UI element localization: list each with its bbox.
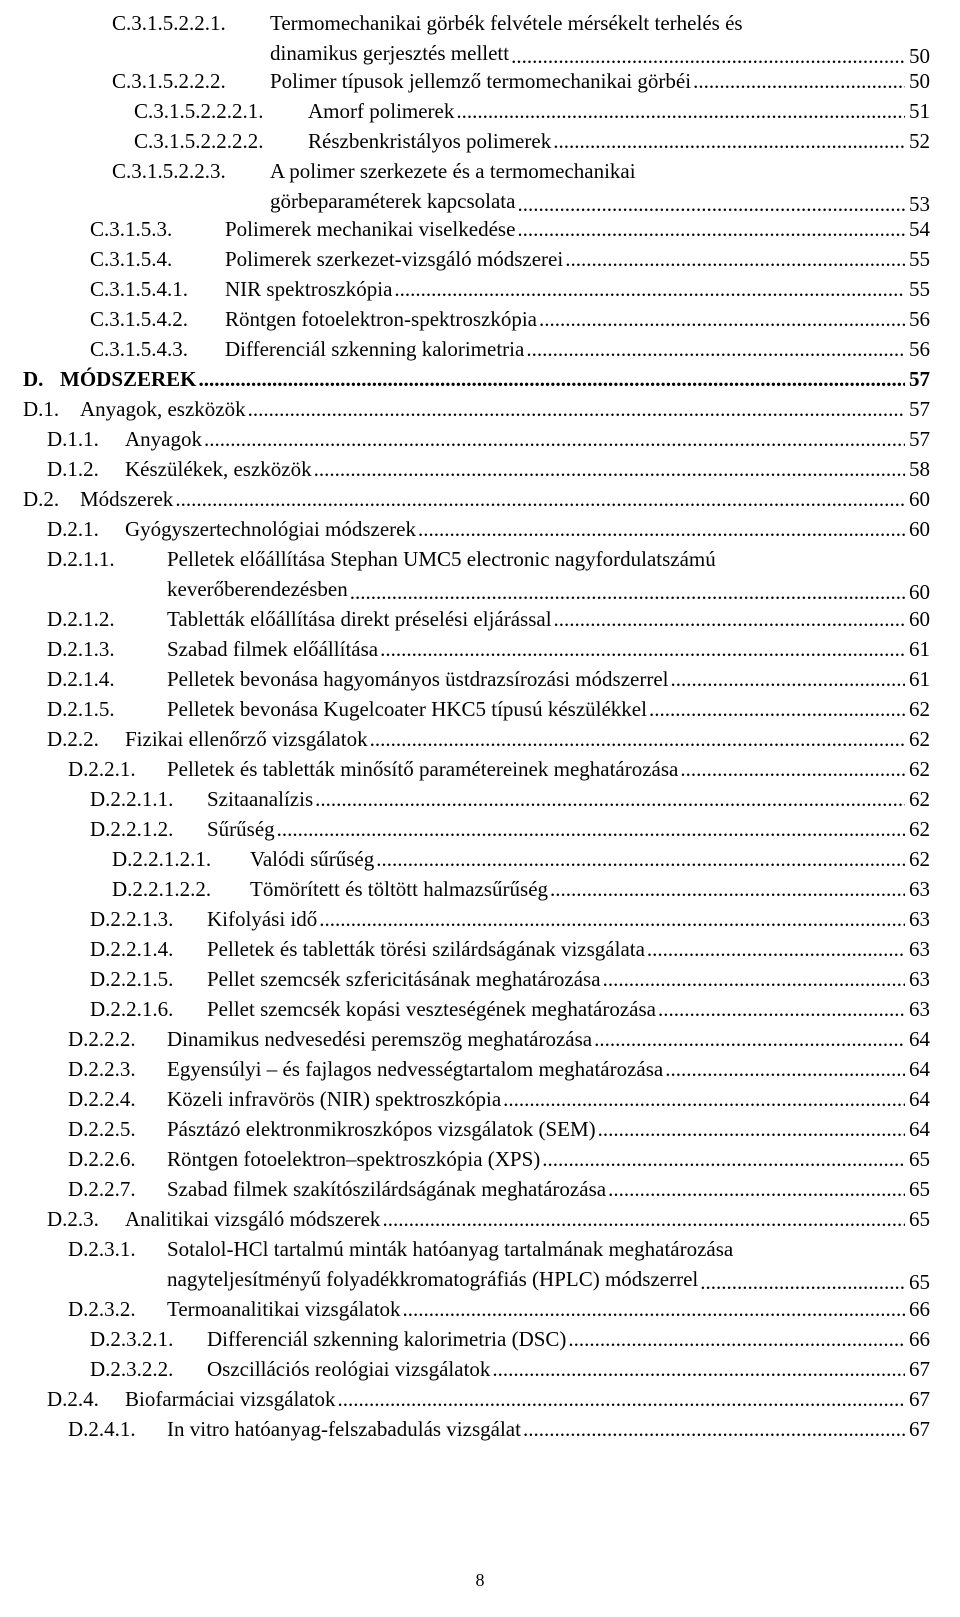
toc-entry-page: 66 [909, 1297, 930, 1321]
dot-leader [394, 274, 905, 304]
toc-entry[interactable] [0, 1354, 930, 1384]
dot-leader [370, 724, 905, 754]
toc-entry-title: Készülékek, eszközök [125, 457, 312, 481]
toc-entry-page: 62 [909, 787, 930, 811]
toc-entry-title: Biofarmáciai vizsgálatok [125, 1387, 336, 1411]
dot-leader [319, 904, 905, 934]
toc-entry-title: Pelletek és tabletták törési szilárdságának vizsgálata [207, 937, 645, 961]
toc-entry-number: D.2.4.1. [68, 1417, 136, 1441]
toc-entry[interactable] [0, 454, 930, 484]
toc-entry-title: Analitikai vizsgáló módszerek [125, 1207, 381, 1231]
toc-entry-number: D.2.2.1.2. [90, 817, 174, 841]
dot-leader [665, 1054, 905, 1084]
dot-leader [403, 1294, 905, 1324]
toc-entry[interactable] [0, 604, 930, 634]
toc-entry-title: Pelletek előállítása Stephan UMC5 electronic nagyfordulatszámú keverőberendezésben [167, 547, 716, 601]
dot-leader [647, 934, 905, 964]
toc-entry-title: Fizikai ellenőrző vizsgálatok [125, 727, 368, 751]
toc-entry-number: D.2.2.1.6. [90, 997, 174, 1021]
toc-entry[interactable] [0, 274, 930, 304]
toc-entry[interactable] [0, 514, 930, 544]
toc-entry-number: D.2.3.2.1. [90, 1327, 174, 1351]
toc-entry[interactable] [0, 724, 930, 754]
toc-entry-page: 65 [909, 1270, 930, 1294]
toc-entry[interactable] [0, 364, 930, 394]
toc-entry-page: 56 [909, 337, 930, 361]
toc-entry[interactable] [0, 394, 930, 424]
dot-leader [204, 424, 905, 454]
toc-entry[interactable] [0, 544, 930, 604]
toc-entry-title: Részbenkristályos polimerek [308, 129, 552, 153]
toc-entry-page: 62 [909, 757, 930, 781]
toc-entry-title: Termoanalitikai vizsgálatok [167, 1297, 401, 1321]
toc-entry[interactable] [0, 1024, 930, 1054]
toc-entry-page: 62 [909, 697, 930, 721]
toc-entry[interactable] [0, 904, 930, 934]
toc-entry-page: 65 [909, 1147, 930, 1171]
dot-leader [539, 304, 905, 334]
toc-entry-page: 53 [909, 192, 930, 216]
toc-entry-title: Tabletták előállítása direkt préselési eljárással [167, 607, 552, 631]
toc-entry-title: Polimerek szerkezet-vizsgáló módszerei [225, 247, 564, 271]
toc-entry-page: 61 [909, 637, 930, 661]
dot-leader [517, 214, 905, 244]
toc-entry-number: D.2.2.5. [68, 1117, 136, 1141]
toc-entry-number: C.3.1.5.2.2.3. [112, 159, 226, 183]
dot-leader [693, 66, 905, 96]
toc-entry[interactable] [0, 1084, 930, 1114]
toc-entry-page: 67 [909, 1357, 930, 1381]
dot-leader [338, 1384, 905, 1414]
toc-entry-page: 57 [909, 397, 930, 421]
toc-entry-title: A polimer szerkezete és a termomechanikai görbeparaméterek kapcsolata [270, 159, 636, 213]
toc-entry-number: D.2.3.2. [68, 1297, 136, 1321]
toc-entry-number: D.2.1. [47, 517, 99, 541]
toc-entry[interactable] [0, 814, 930, 844]
dot-leader [380, 634, 905, 664]
dot-leader [314, 454, 905, 484]
dot-leader [376, 844, 905, 874]
dot-leader [671, 664, 905, 694]
toc-entry-page: 54 [909, 217, 930, 241]
toc-entry[interactable] [0, 844, 930, 874]
toc-entry-number: D.2.2.7. [68, 1177, 136, 1201]
toc-entry-title: Differenciál szkenning kalorimetria [225, 337, 525, 361]
toc-entry-number: D.2.1.2. [47, 607, 115, 631]
toc-entry-page: 63 [909, 967, 930, 991]
dot-leader [199, 364, 905, 394]
toc-entry-title: Szabad filmek szakítószilárdságának meghatározása [167, 1177, 607, 1201]
toc-entry-title: MÓDSZEREK [60, 367, 197, 391]
dot-leader [594, 1024, 905, 1054]
dot-leader [680, 754, 905, 784]
toc-entry[interactable] [0, 1204, 930, 1234]
toc-entry[interactable] [0, 484, 930, 514]
toc-entry-title: Anyagok, eszközök [80, 397, 246, 421]
toc-entry-title: Pelletek és tabletták minősítő paramétereinek meghatározása [167, 757, 679, 781]
dot-leader [350, 577, 905, 607]
toc-entry-page: 50 [909, 44, 930, 68]
toc-entry-page: 62 [909, 847, 930, 871]
toc-entry-page: 61 [909, 667, 930, 691]
toc-entry-number: D.2.2.1. [68, 757, 136, 781]
dot-leader [418, 514, 905, 544]
toc-entry-title: Gyógyszertechnológiai módszerek [125, 517, 416, 541]
toc-entry[interactable] [0, 424, 930, 454]
toc-entry-number: D.2.3. [47, 1207, 99, 1231]
toc-entry-number: D.2.2.6. [68, 1147, 136, 1171]
toc-entry-page: 60 [909, 487, 930, 511]
toc-entry-title: Amorf polimerek [308, 99, 455, 123]
toc-entry-page: 55 [909, 277, 930, 301]
toc-entry-number: D.1.1. [47, 427, 99, 451]
toc-entry-page: 65 [909, 1207, 930, 1231]
toc-entry-title: Oszcillációs reológiai vizsgálatok [207, 1357, 491, 1381]
toc-entry-number: D.2.2.3. [68, 1057, 136, 1081]
toc-entry-page: 52 [909, 129, 930, 153]
toc-entry[interactable] [0, 1114, 930, 1144]
dot-leader [603, 964, 905, 994]
toc-entry-number: C.3.1.5.2.2.2. [112, 69, 226, 93]
toc-entry-number: D.2.4. [47, 1387, 99, 1411]
toc-entry[interactable] [0, 874, 930, 904]
dot-leader [492, 1354, 905, 1384]
toc-entry-title: Egyensúlyi – és fajlagos nedvességtartalom meghatározása [167, 1057, 664, 1081]
toc-entry-page: 64 [909, 1117, 930, 1141]
toc-entry-number: D.2.2.1.3. [90, 907, 174, 931]
toc-entry-title: Sotalol-HCl tartalmú minták hatóanyag tartalmának meghatározása nagyteljesítményű folyadékkromatográfiás (HPLC) módszerrel [167, 1237, 734, 1291]
toc-entry-number: D.2.2.1.1. [90, 787, 174, 811]
toc-entry-number: D.1.2. [47, 457, 99, 481]
toc-entry-title: NIR spektroszkópia [225, 277, 393, 301]
toc-entry[interactable] [0, 304, 930, 334]
toc-entry-title: Szabad filmek előállítása [167, 637, 379, 661]
toc-entry-number: D.1. [23, 397, 60, 421]
toc-entry-page: 66 [909, 1327, 930, 1351]
toc-entry-page: 56 [909, 307, 930, 331]
toc-entry-number: C.3.1.5.4.1. [90, 277, 189, 301]
toc-entry[interactable] [0, 784, 930, 814]
toc-entry-title: Tömörített és töltött halmazsűrűség [250, 877, 549, 901]
dot-leader [523, 1414, 905, 1444]
toc-entry-number: D.2.3.2.2. [90, 1357, 174, 1381]
dot-leader [658, 994, 905, 1024]
toc-entry[interactable] [0, 994, 930, 1024]
dot-leader [598, 1114, 905, 1144]
toc-entry[interactable] [0, 8, 930, 68]
toc-entry-title: Röntgen fotoelektron–spektroszkópia (XPS) [167, 1147, 541, 1171]
toc-entry-number: D.2.2.1.4. [90, 937, 174, 961]
toc-entry-number: D.2.1.4. [47, 667, 115, 691]
toc-entry-title: Pellet szemcsék szfericitásának meghatározása [207, 967, 601, 991]
toc-entry[interactable] [0, 1234, 930, 1294]
toc-entry-number: D.2.3.1. [68, 1237, 136, 1261]
toc-entry-page: 60 [909, 580, 930, 604]
toc-entry-number: D.2.2.2. [68, 1027, 136, 1051]
dot-leader [550, 874, 905, 904]
toc-entry[interactable] [0, 934, 930, 964]
toc-entry[interactable] [0, 1054, 930, 1084]
toc-entry-page: 50 [909, 69, 930, 93]
toc-entry-number: C.3.1.5.2.2.2.2. [134, 129, 264, 153]
toc-entry[interactable] [0, 96, 930, 126]
toc-entry-title: Anyagok [125, 427, 202, 451]
toc-entry[interactable] [0, 1414, 930, 1444]
toc-entry-title: Differenciál szkenning kalorimetria (DSC) [207, 1327, 567, 1351]
toc-entry-page: 63 [909, 937, 930, 961]
toc-entry-number: D.2.1.1. [47, 547, 115, 571]
toc-entry-number: D.2.1.3. [47, 637, 115, 661]
toc-entry[interactable] [0, 156, 930, 216]
dot-leader [568, 1324, 905, 1354]
dot-leader [175, 484, 905, 514]
toc-entry-title: Szitaanalízis [207, 787, 314, 811]
toc-entry-page: 57 [909, 427, 930, 451]
toc-entry-number: C.3.1.5.3. [90, 217, 173, 241]
dot-leader [700, 1267, 905, 1297]
toc-entry-page: 58 [909, 457, 930, 481]
toc-entry[interactable] [0, 694, 930, 724]
dot-leader [456, 96, 905, 126]
toc-entry-page: 62 [909, 727, 930, 751]
dot-leader [382, 1204, 905, 1234]
toc-entry-number: D.2.2.1.2.1. [112, 847, 212, 871]
dot-leader [315, 784, 905, 814]
toc-entry-title: Pellet szemcsék kopási veszteségének meghatározása [207, 997, 656, 1021]
toc-entry-page: 67 [909, 1417, 930, 1441]
toc-entry-title: Polimerek mechanikai viselkedése [225, 217, 516, 241]
toc-entry-title: Polimer típusok jellemző termomechanikai görbéi [270, 69, 692, 93]
dot-leader [553, 126, 905, 156]
toc-entry-title: Pásztázó elektronmikroszkópos vizsgálatok (SEM) [167, 1117, 596, 1141]
toc-entry-title: Módszerek [80, 487, 174, 511]
dot-leader [649, 694, 905, 724]
toc-entry[interactable] [0, 964, 930, 994]
toc-entry-number: D.2.2. [47, 727, 99, 751]
toc-entry[interactable] [0, 334, 930, 364]
toc-entry-title: Közeli infravörös (NIR) spektroszkópia [167, 1087, 502, 1111]
toc-entry-page: 57 [909, 367, 930, 391]
toc-entry-number: D. [23, 367, 44, 391]
toc-entry[interactable] [0, 1174, 930, 1204]
toc-entry-title: Kifolyási idő [207, 907, 318, 931]
toc-entry-page: 55 [909, 247, 930, 271]
toc-entry-number: C.3.1.5.2.2.1. [112, 11, 226, 35]
toc-entry[interactable] [0, 634, 930, 664]
toc-entry-page: 63 [909, 907, 930, 931]
toc-entry-number: C.3.1.5.2.2.2.1. [134, 99, 264, 123]
toc-entry-title: Pelletek bevonása Kugelcoater HKC5 típusú készülékkel [167, 697, 647, 721]
toc-entry-page: 64 [909, 1087, 930, 1111]
dot-leader [248, 394, 905, 424]
dot-leader [608, 1174, 905, 1204]
toc-entry[interactable] [0, 1294, 930, 1324]
toc-entry-page: 60 [909, 607, 930, 631]
toc-entry-title: Pelletek bevonása hagyományos üstdrazsírozási módszerrel [167, 667, 669, 691]
toc-entry-title: In vitro hatóanyag-felszabadulás vizsgálat [167, 1417, 521, 1441]
toc-entry[interactable] [0, 1144, 930, 1174]
toc-entry-page: 51 [909, 99, 930, 123]
toc-entry-number: D.2.2.4. [68, 1087, 136, 1111]
dot-leader [503, 1084, 905, 1114]
toc-entry-number: C.3.1.5.4. [90, 247, 173, 271]
dot-leader [554, 604, 905, 634]
toc-entry-title: Sűrűség [207, 817, 275, 841]
page-number: 8 [475, 1570, 485, 1590]
toc-entry-number: D.2.2.1.2.2. [112, 877, 212, 901]
toc-entry[interactable] [0, 126, 930, 156]
toc-entry-number: D.2.1.5. [47, 697, 115, 721]
dot-leader [526, 334, 905, 364]
toc-entry-page: 65 [909, 1177, 930, 1201]
toc-entry-number: C.3.1.5.4.2. [90, 307, 189, 331]
dot-leader [277, 814, 905, 844]
toc-entry[interactable] [0, 244, 930, 274]
toc-entry-page: 63 [909, 877, 930, 901]
toc-entry-title: Dinamikus nedvesedési peremszög meghatározása [167, 1027, 593, 1051]
toc-entry[interactable] [0, 1384, 930, 1414]
toc-entry[interactable] [0, 214, 930, 244]
toc-entry-number: C.3.1.5.4.3. [90, 337, 189, 361]
toc-entry-title: Röntgen fotoelektron-spektroszkópia [225, 307, 538, 331]
toc-entry-title: Termomechanikai görbék felvétele mérsékelt terhelés és dinamikus gerjesztés mellett [270, 11, 743, 65]
dot-leader [565, 244, 905, 274]
toc-entry[interactable] [0, 664, 930, 694]
toc-entry-page: 64 [909, 1027, 930, 1051]
toc-entry-page: 64 [909, 1057, 930, 1081]
toc-entry-title: Valódi sűrűség [250, 847, 375, 871]
dot-leader [542, 1144, 905, 1174]
toc-entry[interactable] [0, 66, 930, 96]
toc-entry-page: 60 [909, 517, 930, 541]
toc-entry-number: D.2. [23, 487, 60, 511]
toc-entry-number: D.2.2.1.5. [90, 967, 174, 991]
toc-entry-page: 63 [909, 997, 930, 1021]
toc-entry-page: 62 [909, 817, 930, 841]
toc-entry[interactable] [0, 754, 930, 784]
toc-entry[interactable] [0, 1324, 930, 1354]
toc-entry-page: 67 [909, 1387, 930, 1411]
